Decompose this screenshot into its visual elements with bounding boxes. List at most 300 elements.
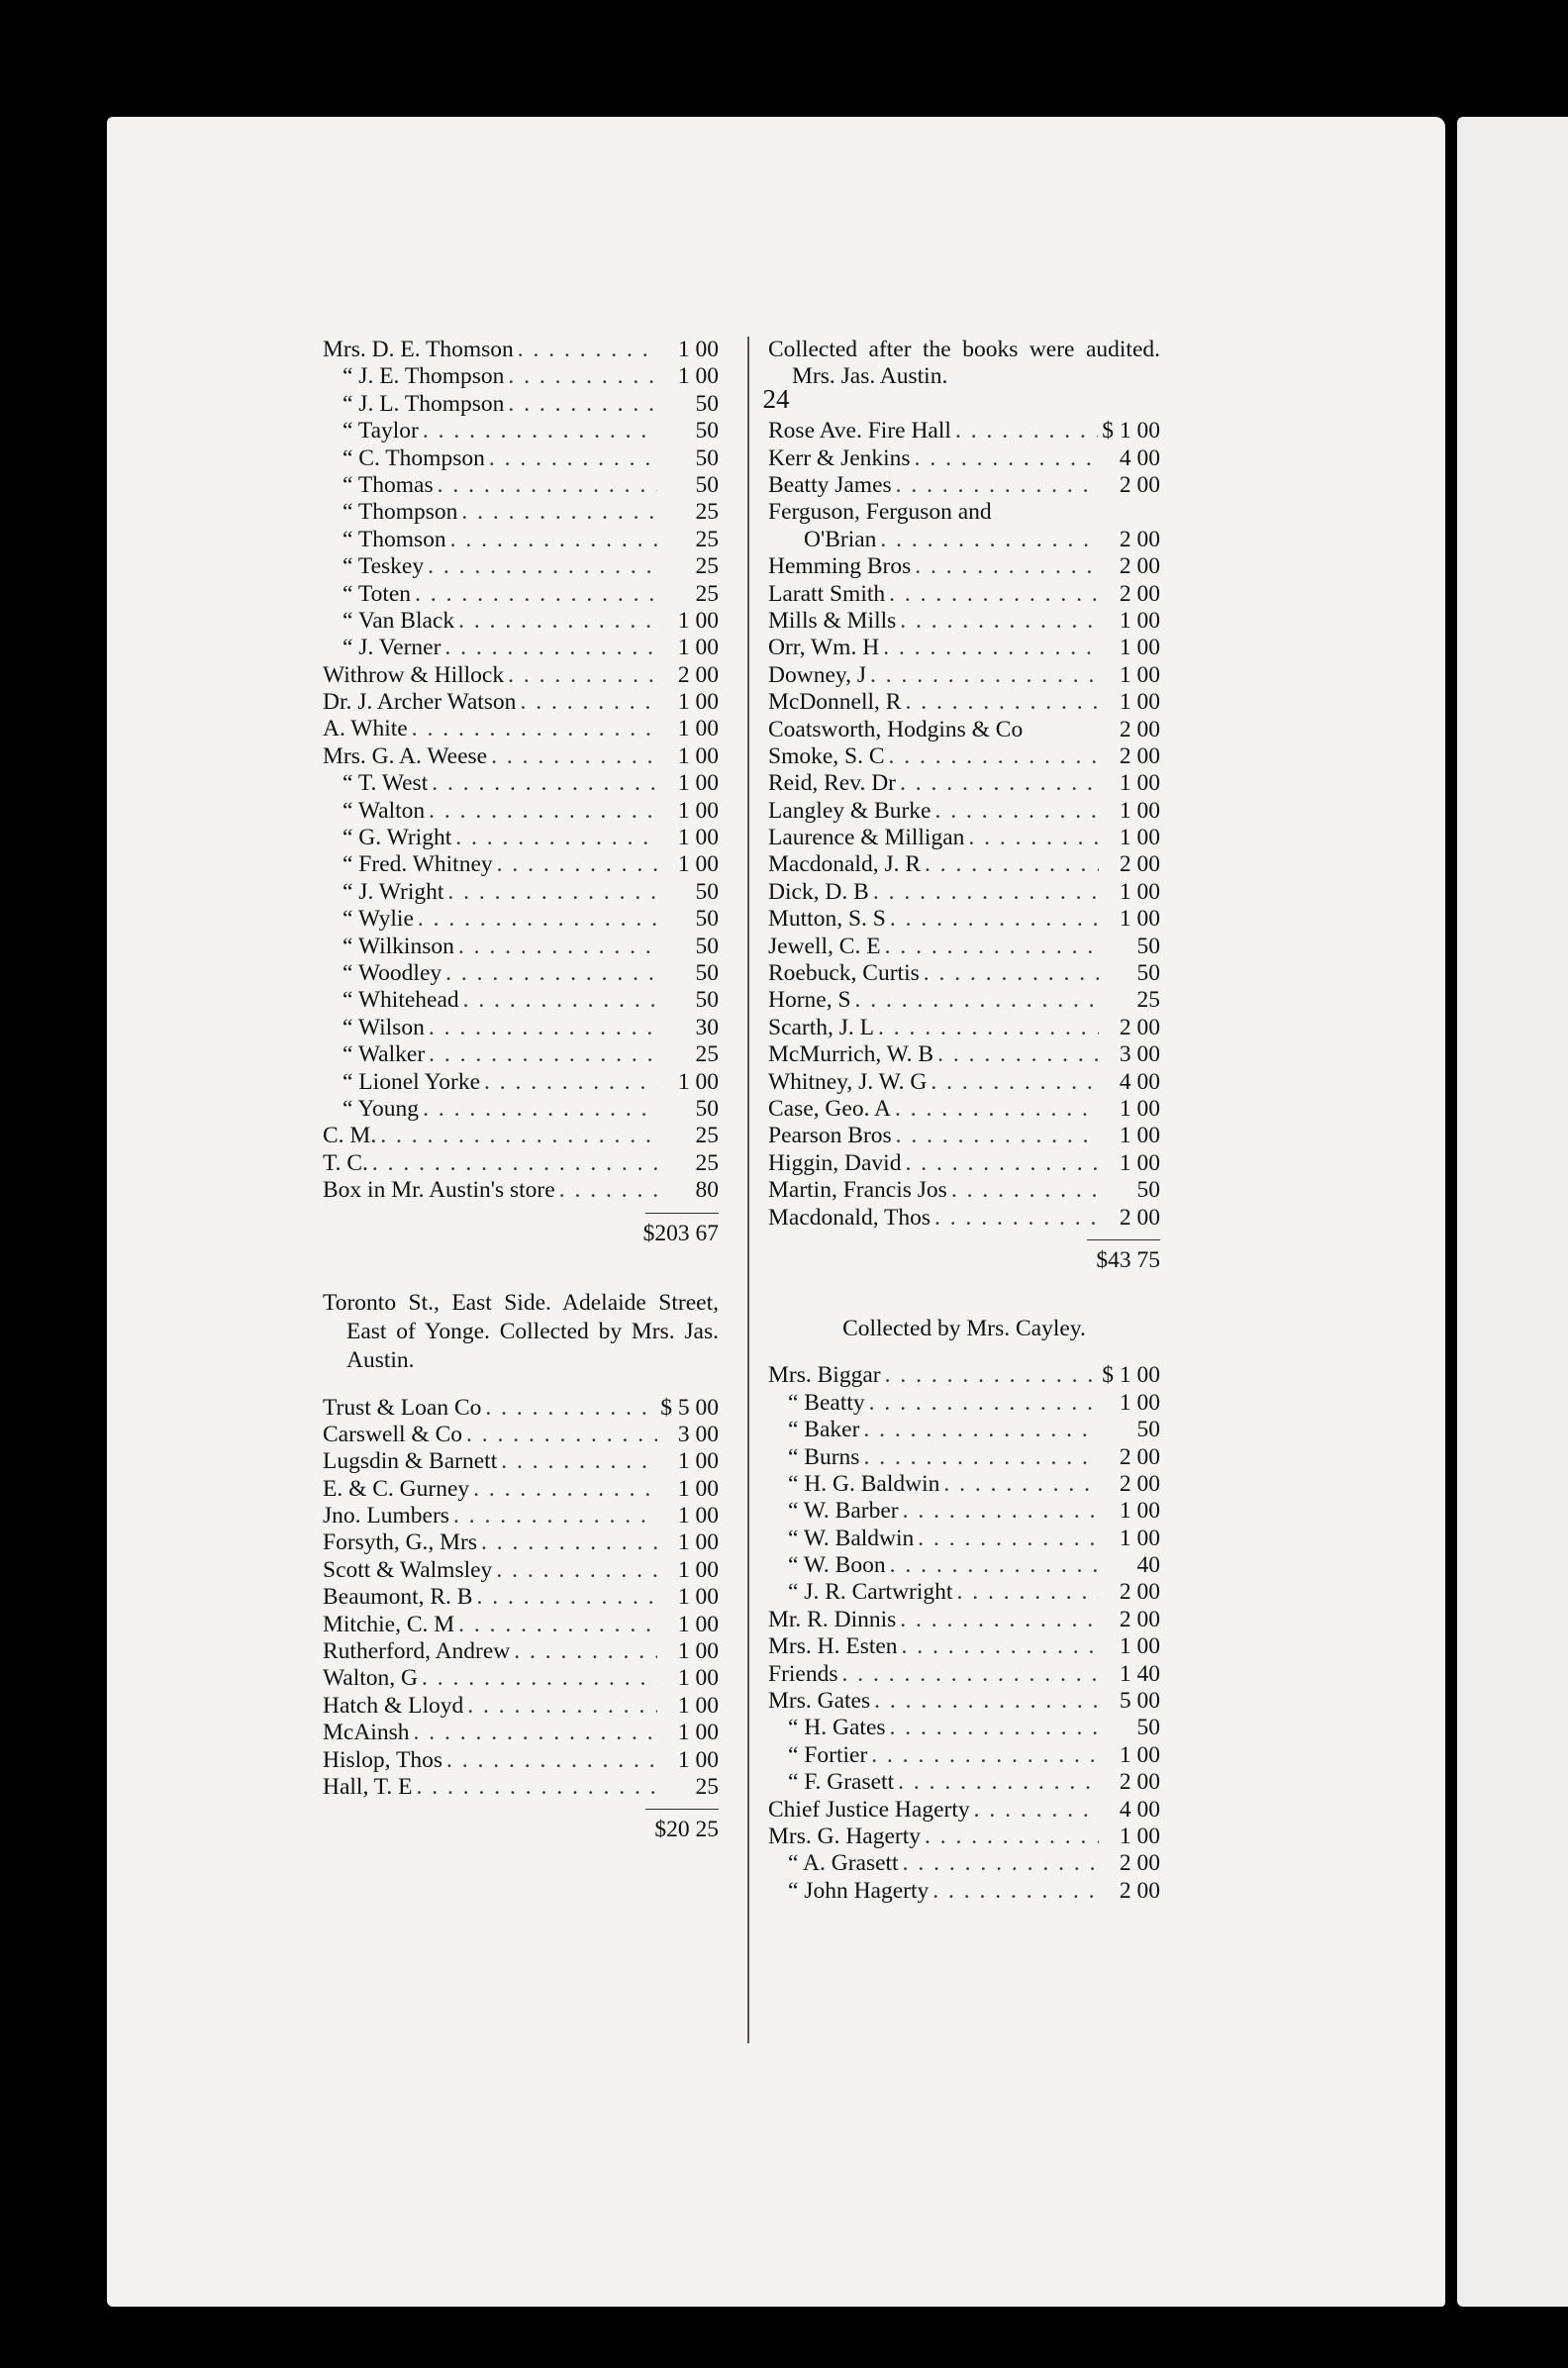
donation-amount: 2 00 <box>1119 1204 1160 1231</box>
list-entry <box>768 527 1160 553</box>
donor-name: Mrs. Biggar <box>768 1362 881 1389</box>
donor-name: Coatsworth, Hodgins & Co <box>768 716 1024 742</box>
leader-dots <box>514 1638 657 1665</box>
donor-name: Smoke, S. C <box>768 742 885 769</box>
donation-amount: 1 00 <box>677 742 719 769</box>
donor-name: “ W. Barber <box>788 1498 899 1525</box>
leader-dots <box>380 1123 657 1149</box>
donation-amount: 50 <box>695 933 719 959</box>
leader-dots <box>501 1448 657 1475</box>
leader-dots <box>896 472 1099 499</box>
leader-dots <box>447 879 657 906</box>
donation-amount: 3 00 <box>677 1421 719 1447</box>
list-entry <box>768 499 1160 526</box>
list-entry <box>768 1633 1160 1660</box>
donor-name: “ F. Grasett <box>788 1769 895 1796</box>
leader-dots <box>934 798 1099 825</box>
list-entry <box>768 1769 1160 1796</box>
donation-amount: 1 00 <box>677 1746 719 1773</box>
adjacent-page-edge <box>1457 117 1568 2307</box>
donation-amount: 1 00 <box>677 1503 719 1529</box>
list-entry <box>768 879 1160 906</box>
leader-dots <box>508 662 657 689</box>
leader-dots <box>932 1878 1099 1905</box>
leader-dots <box>902 1633 1099 1660</box>
list-entry <box>768 1878 1160 1905</box>
donation-amount: 2 00 <box>1119 1769 1160 1796</box>
donation-amount: 25 <box>695 553 719 580</box>
list-entry <box>323 1422 719 1448</box>
list-entry <box>323 553 719 580</box>
list-entry <box>323 1584 719 1611</box>
donor-name: “ Walton <box>343 797 426 824</box>
donor-name: O'Brian <box>804 526 877 552</box>
donation-amount: 1 00 <box>677 1584 719 1611</box>
donation-amount: 1 00 <box>1119 1149 1160 1176</box>
donation-amount: 2 00 <box>1119 716 1160 742</box>
donor-name: “ J. Verner <box>343 635 441 661</box>
leader-dots <box>484 1069 657 1096</box>
leader-dots <box>444 635 657 661</box>
leader-dots <box>458 608 657 635</box>
leader-dots <box>432 770 657 797</box>
leader-dots <box>508 363 657 390</box>
leader-dots <box>518 337 657 363</box>
donor-name: Dick, D. B <box>768 878 869 905</box>
donor-name: Scarth, J. L <box>768 1014 875 1040</box>
leader-dots <box>968 825 1099 851</box>
list-entry <box>323 608 719 635</box>
leader-dots <box>463 987 657 1014</box>
donation-amount: 2 00 <box>1119 1850 1160 1877</box>
leader-dots <box>496 1557 657 1584</box>
list-entry <box>768 1096 1160 1123</box>
list-entry <box>768 553 1160 580</box>
leader-dots <box>896 1123 1099 1149</box>
donation-amount: 1 00 <box>677 689 719 716</box>
donor-name: Case, Geo. A <box>768 1095 892 1122</box>
donation-amount: 25 <box>695 580 719 607</box>
list-entry <box>768 1444 1160 1471</box>
donation-amount: 1 00 <box>677 716 719 742</box>
donation-amount: 2 00 <box>1119 553 1160 580</box>
list-entry <box>323 1612 719 1638</box>
leader-dots <box>924 960 1099 987</box>
leader-dots <box>458 1612 657 1638</box>
donation-amount: 2 00 <box>1119 1579 1160 1606</box>
donor-name: “ J. R. Cartwright <box>788 1579 953 1606</box>
donor-name: C. M. <box>323 1123 377 1149</box>
donor-name: Reid, Rev. Dr <box>768 770 897 797</box>
leader-dots <box>885 934 1099 960</box>
left-column <box>323 337 719 1845</box>
section-heading: Collected by Mrs. Cayley. <box>842 1315 1086 1341</box>
donor-name: “ Thomson <box>343 526 446 552</box>
leader-dots <box>880 527 1099 553</box>
donation-amount: 1 00 <box>677 1068 719 1095</box>
donation-amount: 1 00 <box>1119 1741 1160 1768</box>
donation-amount: 2 00 <box>1119 1877 1160 1904</box>
leader-dots <box>956 1579 1099 1606</box>
donor-name: “ J. E. Thompson <box>343 363 505 390</box>
leader-dots <box>453 1503 657 1529</box>
donor-name: “ Teskey <box>343 553 425 580</box>
leader-dots <box>870 662 1099 689</box>
donor-name: Jno. Lumbers <box>323 1503 449 1529</box>
leader-dots <box>372 1150 657 1177</box>
donation-amount: 4 00 <box>1119 1796 1160 1823</box>
list-entry <box>323 987 719 1014</box>
leader-dots <box>937 1041 1099 1068</box>
donor-name: Mitchie, C. M <box>323 1611 455 1637</box>
donation-amount: 4 00 <box>1119 444 1160 471</box>
list-entry <box>323 1177 719 1204</box>
list-entry <box>323 1476 719 1503</box>
leader-dots <box>878 1015 1099 1041</box>
list-entry <box>323 635 719 661</box>
leader-dots <box>974 1797 1099 1824</box>
leader-dots <box>520 689 657 716</box>
list-entry <box>768 770 1160 797</box>
donor-name: “ A. Grasett <box>788 1850 899 1877</box>
donation-amount: 1 00 <box>677 797 719 824</box>
donation-amount: $ 1 00 <box>1102 418 1160 444</box>
leader-dots <box>900 770 1099 797</box>
list-entry <box>323 337 719 363</box>
leader-dots <box>508 391 657 418</box>
donor-name: Kerr & Jenkins <box>768 444 911 471</box>
list-entry <box>768 1205 1160 1232</box>
leader-dots <box>473 1476 657 1503</box>
donor-name: “ W. Baldwin <box>788 1525 915 1551</box>
donation-amount: 1 00 <box>1119 1633 1160 1660</box>
list-entry <box>323 391 719 418</box>
donor-name: “ Walker <box>343 1041 426 1068</box>
leader-dots <box>889 581 1099 608</box>
donation-amount: 2 00 <box>1119 526 1160 552</box>
list-entry <box>768 472 1160 499</box>
donation-amount: 25 <box>695 1041 719 1068</box>
donor-name: Walton, G <box>323 1665 419 1692</box>
leader-dots <box>863 1417 1099 1443</box>
donor-name: “ Taylor <box>343 418 419 444</box>
leader-dots <box>943 1471 1099 1498</box>
list-entry <box>768 689 1160 716</box>
leader-dots <box>467 1693 657 1720</box>
list-entry <box>323 1774 719 1801</box>
list-entry <box>768 987 1160 1014</box>
donation-amount: 2 00 <box>1119 851 1160 878</box>
donation-amount: 1 00 <box>677 1475 719 1502</box>
list-entry <box>323 1665 719 1692</box>
list-entry <box>768 581 1160 608</box>
list-entry <box>768 934 1160 960</box>
donor-name: Horne, S <box>768 987 851 1014</box>
donation-amount: 1 00 <box>1119 607 1160 634</box>
leader-dots <box>925 851 1099 878</box>
list-entry <box>768 1177 1160 1204</box>
donor-name: “ J. Wright <box>343 878 444 905</box>
list-entry <box>768 608 1160 635</box>
leader-dots <box>423 1096 657 1123</box>
section-heading: Collected after the books were audited. Mrs. Jas. Austin. <box>768 337 1160 390</box>
leader-dots <box>485 1395 656 1422</box>
donation-amount: 1 40 <box>1119 1660 1160 1687</box>
donor-name: “ Thomas <box>343 471 434 498</box>
donation-amount: 1 00 <box>1119 770 1160 797</box>
leader-dots <box>934 1205 1099 1232</box>
donation-amount: 2 00 <box>1119 1443 1160 1470</box>
leader-dots <box>925 1824 1099 1850</box>
list-entry <box>323 1041 719 1068</box>
list-entry <box>323 825 719 851</box>
leader-dots <box>445 960 657 987</box>
section-heading: Toronto St., East Side. Adelaide Street, East of Yonge. Collected by Mrs. Jas. Austin. <box>323 1289 719 1373</box>
list-entry <box>768 851 1160 878</box>
donation-amount: 50 <box>1136 933 1160 959</box>
donor-name: Mr. R. Dinnis <box>768 1606 897 1632</box>
donation-amount: 2 00 <box>1119 1606 1160 1632</box>
donation-amount: 30 <box>695 1014 719 1040</box>
right-column <box>768 337 1160 1905</box>
donation-amount: 1 00 <box>1119 1823 1160 1849</box>
list-entry <box>768 1471 1160 1498</box>
donation-amount: 1 00 <box>677 770 719 797</box>
list-entry <box>768 1850 1160 1877</box>
list-entry <box>768 1579 1160 1606</box>
leader-dots <box>889 743 1099 770</box>
list-entry <box>768 717 1160 743</box>
list-entry <box>323 1638 719 1665</box>
donation-amount: 1 00 <box>677 1692 719 1719</box>
donor-name: “ Van Black <box>343 607 455 634</box>
list-entry <box>768 1824 1160 1850</box>
donor-name: Hemming Bros <box>768 553 912 580</box>
donation-amount: 1 00 <box>677 1529 719 1556</box>
page-number: 24 <box>762 384 790 414</box>
donor-name: E. & C. Gurney <box>323 1475 470 1502</box>
list-entry <box>768 1362 1160 1389</box>
donor-name: Orr, Wm. H <box>768 635 880 661</box>
list-entry <box>323 743 719 770</box>
donation-amount: 1 00 <box>1119 825 1160 851</box>
list-entry <box>768 1797 1160 1824</box>
donation-amount: 50 <box>1136 960 1160 987</box>
list-entry <box>768 1661 1160 1688</box>
total-amount: $43 75 <box>1096 1246 1160 1273</box>
list-entry <box>323 960 719 987</box>
leader-dots <box>415 581 657 608</box>
leader-dots <box>466 1422 657 1448</box>
list-entry <box>768 1123 1160 1149</box>
donor-name: “ Burns <box>788 1443 860 1470</box>
leader-dots <box>455 825 657 851</box>
list-entry <box>768 418 1160 444</box>
donor-name: T. C. <box>323 1149 368 1176</box>
column-divider <box>747 337 749 2043</box>
donation-amount: 50 <box>695 390 719 417</box>
donation-amount: 1 00 <box>677 607 719 634</box>
donor-name: “ Whitehead <box>343 987 459 1014</box>
donor-name: Dr. J. Archer Watson <box>323 689 517 716</box>
donation-amount: 1 00 <box>677 1448 719 1475</box>
donation-amount: 1 00 <box>1119 661 1160 688</box>
donation-amount: 50 <box>695 1095 719 1122</box>
leader-dots <box>842 1661 1100 1688</box>
donor-name: “ Toten <box>343 580 412 607</box>
donor-name: “ Young <box>343 1095 420 1122</box>
leader-dots <box>423 418 657 444</box>
donation-amount: 1 00 <box>1119 1498 1160 1525</box>
list-entry <box>323 1720 719 1746</box>
list-entry <box>768 1390 1160 1417</box>
list-entry <box>768 662 1160 689</box>
leader-dots <box>476 1584 657 1611</box>
donation-amount: 1 00 <box>677 1665 719 1692</box>
list-entry <box>323 581 719 608</box>
donation-amount: 25 <box>695 1149 719 1176</box>
list-entry <box>768 1150 1160 1177</box>
donor-name: “ John Hagerty <box>788 1877 930 1904</box>
list-entry <box>768 445 1160 472</box>
donor-name: McAinsh <box>323 1720 410 1746</box>
leader-dots <box>418 906 657 933</box>
list-entry <box>323 689 719 716</box>
donation-amount: 1 00 <box>1119 906 1160 933</box>
donor-name: McDonnell, R <box>768 689 902 716</box>
list-entry <box>323 798 719 825</box>
leader-dots <box>871 1742 1099 1769</box>
list-entry <box>323 934 719 960</box>
donor-name: “ Fortier <box>788 1741 868 1768</box>
leader-dots <box>855 987 1099 1014</box>
list-entry <box>768 635 1160 661</box>
leader-dots <box>413 1720 657 1746</box>
donor-name: A. White <box>323 716 408 742</box>
list-entry <box>768 1015 1160 1041</box>
leader-dots <box>918 1526 1099 1552</box>
donor-name: “ Beatty <box>788 1389 865 1416</box>
donation-amount: 2 00 <box>677 661 719 688</box>
donor-name: Forsyth, G., Mrs <box>323 1529 478 1556</box>
donation-amount: 1 00 <box>1119 635 1160 661</box>
donor-name: Martin, Francis Jos <box>768 1177 947 1204</box>
leader-dots <box>863 1444 1099 1471</box>
donor-name: Macdonald, J. R <box>768 851 922 878</box>
list-entry <box>768 906 1160 933</box>
leader-dots <box>905 1150 1099 1177</box>
donation-amount: 1 00 <box>677 1638 719 1665</box>
donor-name: Mills & Mills <box>768 607 897 634</box>
list-entry <box>323 716 719 742</box>
list-entry <box>323 906 719 933</box>
list-entry <box>768 1607 1160 1633</box>
list-entry <box>323 879 719 906</box>
leader-dots <box>898 1769 1099 1796</box>
donation-amount: 2 00 <box>1119 1014 1160 1040</box>
donor-list-1 <box>323 337 719 1205</box>
donor-name: Langley & Burke <box>768 797 931 824</box>
donation-amount: 25 <box>695 1123 719 1149</box>
donor-name: Mrs. G. Hagerty <box>768 1823 922 1849</box>
list-entry <box>323 1150 719 1177</box>
donor-name: Carswell & Co <box>323 1421 462 1447</box>
leader-dots <box>491 743 657 770</box>
list-entry <box>768 960 1160 987</box>
donation-amount: 80 <box>695 1177 719 1204</box>
total-rule <box>645 1213 719 1214</box>
leader-dots <box>559 1177 657 1204</box>
donation-amount: $ 5 00 <box>660 1394 719 1421</box>
leader-dots <box>412 716 657 742</box>
donation-amount: 1 00 <box>677 1720 719 1746</box>
leader-dots <box>450 527 657 553</box>
donor-name: “ Thompson <box>343 499 458 526</box>
donor-name: Beatty James <box>768 471 892 498</box>
donation-amount: 50 <box>695 444 719 471</box>
donor-name: Mrs. Gates <box>768 1688 871 1715</box>
list-entry <box>768 798 1160 825</box>
donation-amount: 25 <box>695 499 719 526</box>
leader-dots <box>874 1688 1099 1715</box>
donation-amount: $ 1 00 <box>1102 1362 1160 1389</box>
donation-amount: 2 00 <box>1119 580 1160 607</box>
donor-list-2 <box>323 1395 719 1802</box>
donor-name: “ G. Wright <box>343 825 452 851</box>
donation-amount: 50 <box>695 959 719 986</box>
leader-dots <box>905 689 1099 716</box>
leader-dots <box>883 635 1099 661</box>
donor-name: Macdonald, Thos <box>768 1204 931 1231</box>
donor-name: Trust & Loan Co <box>323 1394 482 1421</box>
donor-name: Hislop, Thos <box>323 1746 442 1773</box>
list-entry <box>323 1096 719 1123</box>
donor-name: Whitney, J. W. G <box>768 1068 928 1095</box>
donation-amount: 1 00 <box>677 363 719 390</box>
total-amount: $203 67 <box>642 1220 719 1246</box>
donor-name: Mrs. H. Esten <box>768 1633 898 1660</box>
donor-name: “ H. G. Baldwin <box>788 1470 940 1497</box>
donation-amount: 1 00 <box>677 851 719 878</box>
donation-amount: 50 <box>695 987 719 1014</box>
leader-dots <box>422 1665 657 1692</box>
leader-dots <box>955 418 1098 444</box>
donor-name: Friends <box>768 1660 838 1687</box>
list-entry <box>323 662 719 689</box>
total-rule <box>1087 1239 1160 1240</box>
list-entry <box>768 1069 1160 1096</box>
leader-dots <box>428 553 657 580</box>
donation-amount: 50 <box>695 906 719 933</box>
donor-name: “ Wilson <box>343 1014 425 1040</box>
donor-name: “ Lionel Yorke <box>343 1068 481 1095</box>
list-entry <box>323 363 719 390</box>
list-entry <box>323 1557 719 1584</box>
leader-dots <box>890 1715 1099 1741</box>
donor-name: Mrs. G. A. Weese <box>323 742 488 769</box>
donation-amount: 50 <box>695 878 719 905</box>
leader-dots <box>915 445 1099 472</box>
donor-name: Mrs. D. E. Thomson <box>323 337 514 362</box>
list-entry <box>323 1747 719 1774</box>
leader-dots <box>461 499 657 526</box>
leader-dots <box>446 1747 657 1774</box>
donation-amount: 1 00 <box>1119 797 1160 824</box>
donor-name: Laurence & Milligan <box>768 825 965 851</box>
list-entry <box>323 1503 719 1529</box>
total-amount: $20 25 <box>654 1817 719 1843</box>
donation-amount: 2 00 <box>1119 742 1160 769</box>
